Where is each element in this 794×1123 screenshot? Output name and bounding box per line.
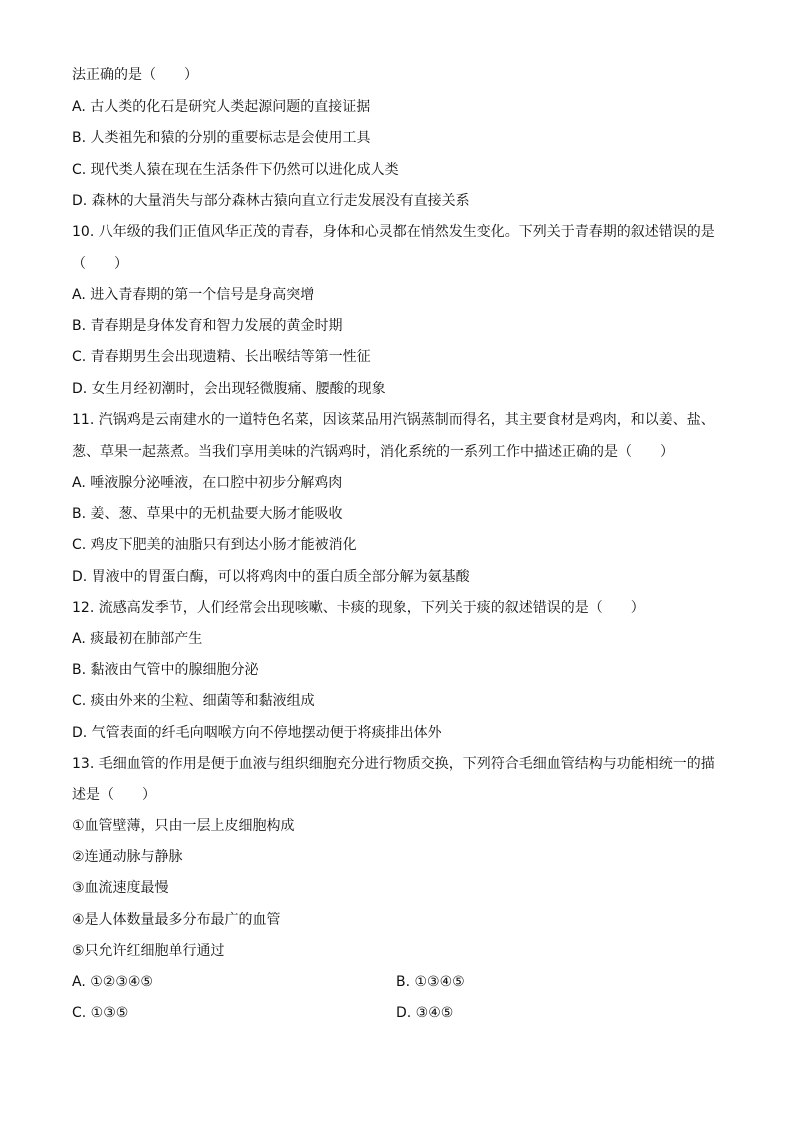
q13-statement-3: ③血流速度最慢 [72, 880, 169, 896]
q9-option-a: A. 古人类的化石是研究人类起源问题的直接证据 [72, 99, 371, 115]
q9-stem-tail: 法正确的是（ ） [72, 67, 198, 83]
q13-option-a: A. ①②③④⑤ [72, 974, 153, 990]
q13-option-b: B. ①③④⑤ [396, 974, 465, 990]
q13-statement-1: ①血管壁薄，只由一层上皮细胞构成 [72, 818, 295, 834]
q9-option-c: C. 现代类人猿在现在生活条件下仍然可以进化成人类 [72, 162, 399, 178]
q13-option-d: D. ③④⑤ [396, 1005, 454, 1021]
q12-option-b: B. 黏液由气管中的腺细胞分泌 [72, 662, 259, 678]
q11-stem-line1: 11. 汽锅鸡是云南建水的一道特色名菜，因该菜品用汽锅蒸制而得名，其主要食材是鸡肉，和以姜、盐、 [72, 412, 715, 428]
q9-option-d: D. 森林的大量消失与部分森林古猿向直立行走发展没有直接关系 [72, 193, 470, 209]
q10-option-b: B. 青春期是身体发育和智力发展的黄金时期 [72, 318, 343, 334]
q10-option-a: A. 进入青春期的第一个信号是身高突增 [72, 287, 315, 303]
q12-option-c: C. 痰由外来的尘粒、细菌等和黏液组成 [72, 693, 315, 709]
q13-statement-2: ②连通动脉与静脉 [72, 849, 183, 865]
q10-option-d: D. 女生月经初潮时，会出现轻微腹痛、腰酸的现象 [72, 381, 386, 397]
q11-stem-line2: 葱、草果一起蒸煮。当我们享用美味的汽锅鸡时，消化系统的一系列工作中描述正确的是（ ） [72, 444, 674, 460]
q11-option-c: C. 鸡皮下肥美的油脂只有到达小肠才能被消化 [72, 537, 357, 553]
q10-option-c: C. 青春期男生会出现遗精、长出喉结等第一性征 [72, 349, 371, 365]
q13-statement-5: ⑤只允许红细胞单行通过 [72, 943, 225, 959]
q13-statement-4: ④是人体数量最多分布最广的血管 [72, 912, 281, 928]
q11-option-b: B. 姜、葱、草果中的无机盐要大肠才能吸收 [72, 506, 343, 522]
q11-option-d: D. 胃液中的胃蛋白酶，可以将鸡肉中的蛋白质全部分解为氨基酸 [72, 569, 470, 585]
q9-option-b: B. 人类祖先和猿的分别的重要标志是会使用工具 [72, 130, 371, 146]
q10-stem-line1: 10. 八年级的我们正值风华正茂的青春，身体和心灵都在悄然发生变化。下列关于青春期的叙述错误的是 [72, 224, 715, 240]
q12-stem-line1: 12. 流感高发季节，人们经常会出现咳嗽、卡痰的现象，下列关于痰的叙述错误的是（ ） [72, 600, 645, 616]
q10-stem-line2: （ ） [72, 256, 128, 272]
q11-option-a: A. 唾液腺分泌唾液，在口腔中初步分解鸡肉 [72, 475, 343, 491]
q13-stem-line2: 述是（ ） [72, 787, 156, 803]
q12-option-d: D. 气管表面的纤毛向咽喉方向不停地摆动便于将痰排出体外 [72, 725, 442, 741]
q13-option-c: C. ①③⑤ [72, 1005, 129, 1021]
q12-option-a: A. 痰最初在肺部产生 [72, 631, 203, 647]
q13-stem-line1: 13. 毛细血管的作用是便于血液与组织细胞充分进行物质交换，下列符合毛细血管结构与功能相统一的描 [72, 756, 715, 772]
